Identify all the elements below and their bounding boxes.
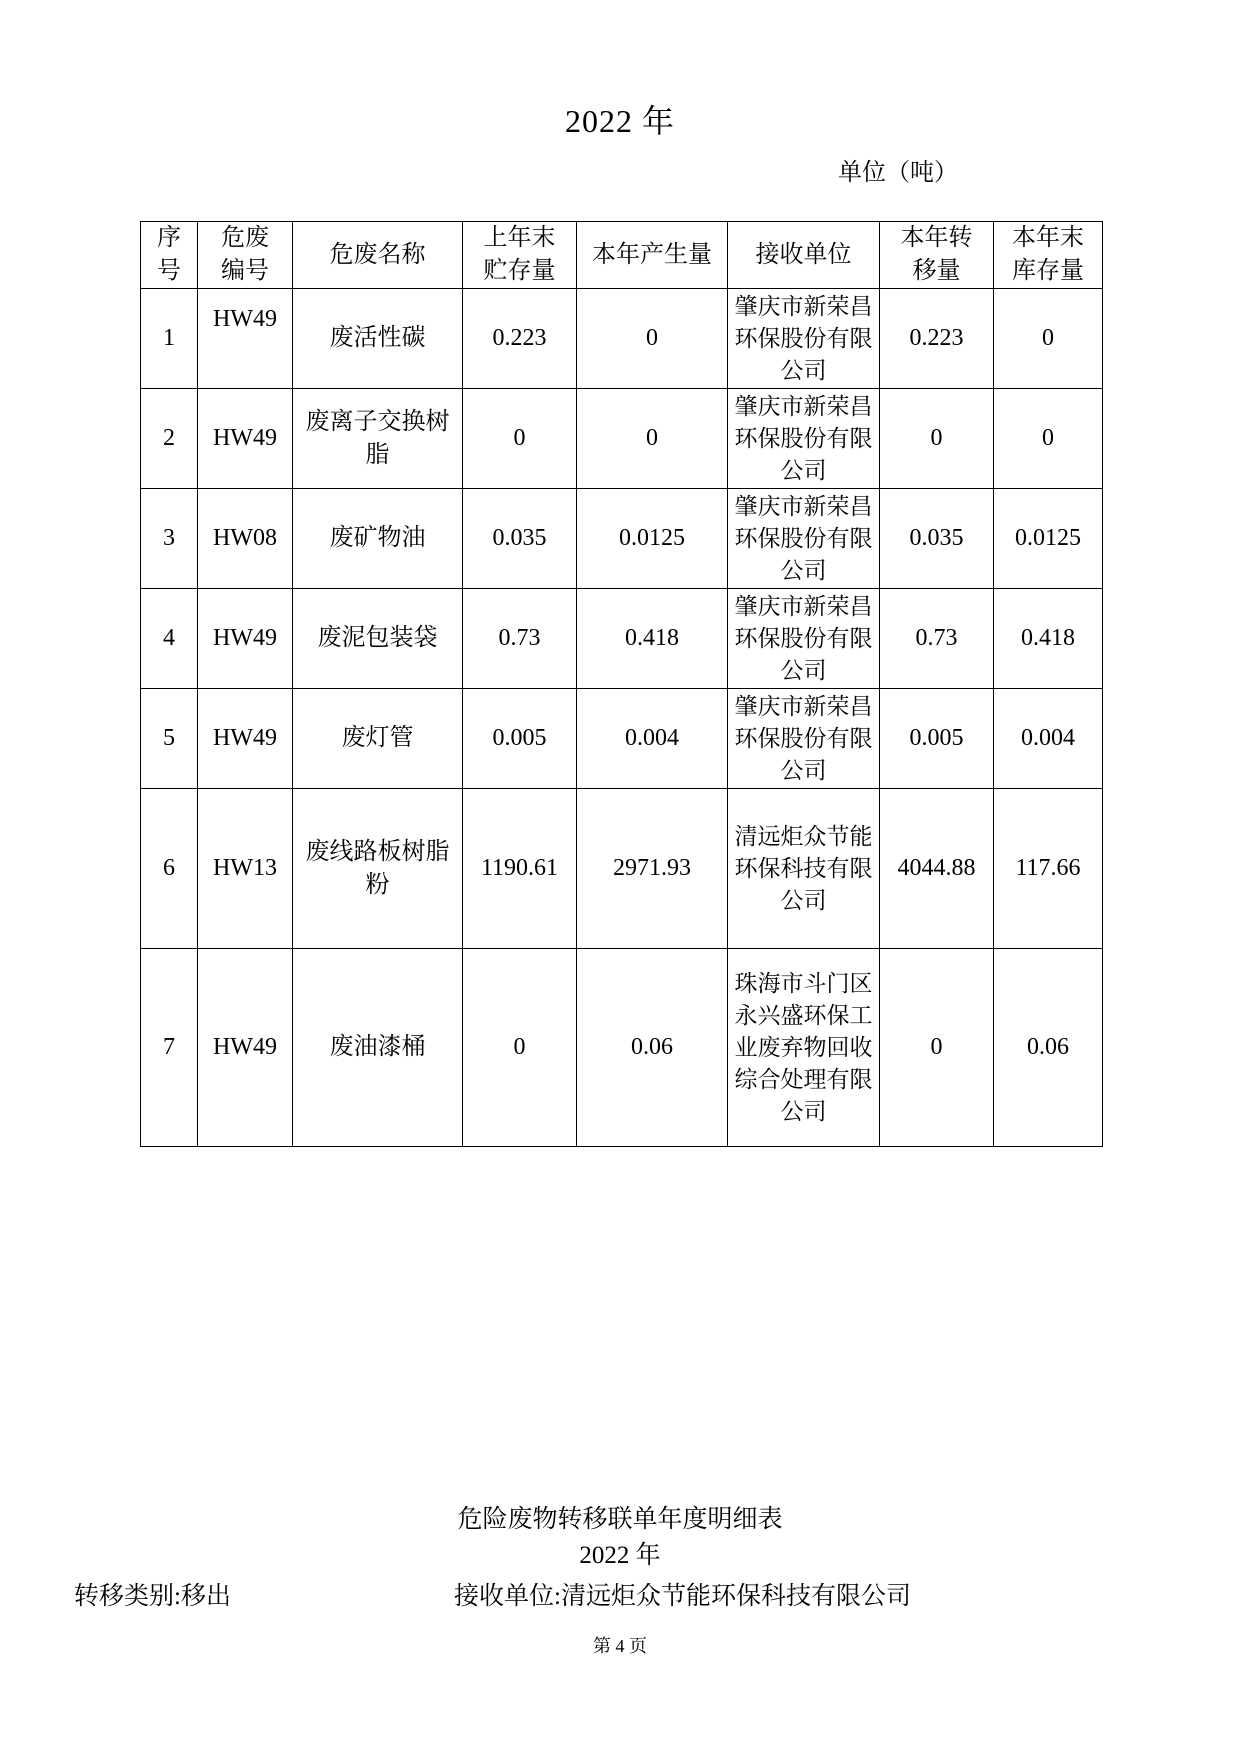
cell-prev-stock: 0.005 [463,689,577,789]
cell-receiver: 珠海市斗门区永兴盛环保工业废弃物回收综合处理有限公司 [728,949,880,1147]
cell-code: HW49 [198,589,293,689]
next-section-year: 2022 年 [579,1542,661,1569]
table-row [141,689,1103,789]
table-row [141,289,1103,389]
cell-code: HW49 [198,689,293,789]
cell-end-stock: 117.66 [994,789,1103,949]
cell-name: 废油漆桶 [293,949,463,1147]
cell-no: 1 [141,289,198,389]
receiver-label: 接收单位:清远炬众节能环保科技有限公司 [454,1583,911,1610]
header-code: 危废 编号 [198,222,293,289]
cell-receiver: 肇庆市新荣昌环保股份有限公司 [728,689,880,789]
cell-receiver: 肇庆市新荣昌环保股份有限公司 [728,289,880,389]
cell-receiver: 肇庆市新荣昌环保股份有限公司 [728,589,880,689]
unit-label: 单位（吨） [838,160,958,186]
cell-produced: 0.418 [577,589,728,689]
cell-no: 2 [141,389,198,489]
cell-produced: 2971.93 [577,789,728,949]
cell-prev-stock: 0 [463,949,577,1147]
cell-produced: 0.0125 [577,489,728,589]
cell-produced: 0.06 [577,949,728,1147]
cell-prev-stock: 0 [463,389,577,489]
cell-no: 6 [141,789,198,949]
cell-no: 7 [141,949,198,1147]
cell-name: 废泥包装袋 [293,589,463,689]
table-row [141,489,1103,589]
cell-end-stock: 0.06 [994,949,1103,1147]
cell-code: HW08 [198,489,293,589]
cell-end-stock: 0 [994,389,1103,489]
cell-prev-stock: 0.035 [463,489,577,589]
cell-produced: 0.004 [577,689,728,789]
cell-code: HW13 [198,789,293,949]
cell-name: 废矿物油 [293,489,463,589]
cell-produced: 0 [577,389,728,489]
cell-receiver: 清远炬众节能环保科技有限公司 [728,789,880,949]
cell-transferred: 0 [880,949,994,1147]
cell-end-stock: 0 [994,289,1103,389]
cell-name: 废灯管 [293,689,463,789]
hazardous-waste-table [140,221,1103,1147]
cell-no: 4 [141,589,198,689]
cell-code: HW49 [198,389,293,489]
cell-prev-stock: 1190.61 [463,789,577,949]
cell-transferred: 0.035 [880,489,994,589]
cell-end-stock: 0.418 [994,589,1103,689]
cell-name: 废离子交换树脂 [293,389,463,489]
header-produced: 本年产生量 [577,222,728,289]
cell-name: 废线路板树脂粉 [293,789,463,949]
cell-receiver: 肇庆市新荣昌环保股份有限公司 [728,489,880,589]
cell-prev-stock: 0.73 [463,589,577,689]
cell-transferred: 0.73 [880,589,994,689]
header-prev-stock: 上年末 贮存量 [463,222,577,289]
cell-transferred: 0.005 [880,689,994,789]
header-name: 危废名称 [293,222,463,289]
table-row [141,949,1103,1147]
table-row [141,389,1103,489]
cell-transferred: 0 [880,389,994,489]
cell-name: 废活性碳 [293,289,463,389]
cell-code: HW49 [198,949,293,1147]
cell-transferred: 0.223 [880,289,994,389]
cell-end-stock: 0.004 [994,689,1103,789]
cell-end-stock: 0.0125 [994,489,1103,589]
cell-no: 3 [141,489,198,589]
table-row [141,589,1103,689]
cell-transferred: 4044.88 [880,789,994,949]
next-section-title: 危险废物转移联单年度明细表 [457,1506,783,1533]
cell-no: 5 [141,689,198,789]
cell-code: HW49 [198,289,293,389]
cell-prev-stock: 0.223 [463,289,577,389]
header-transferred: 本年转 移量 [880,222,994,289]
page-number: 第 4 页 [593,1636,647,1656]
cell-produced: 0 [577,289,728,389]
table-header-row [141,222,1103,289]
header-no: 序 号 [141,222,198,289]
transfer-type-label: 转移类别:移出 [74,1583,231,1610]
report-year-title: 2022 年 [564,103,675,139]
cell-receiver: 肇庆市新荣昌环保股份有限公司 [728,389,880,489]
header-receiver: 接收单位 [728,222,880,289]
table-row [141,789,1103,949]
header-end-stock: 本年末 库存量 [994,222,1103,289]
